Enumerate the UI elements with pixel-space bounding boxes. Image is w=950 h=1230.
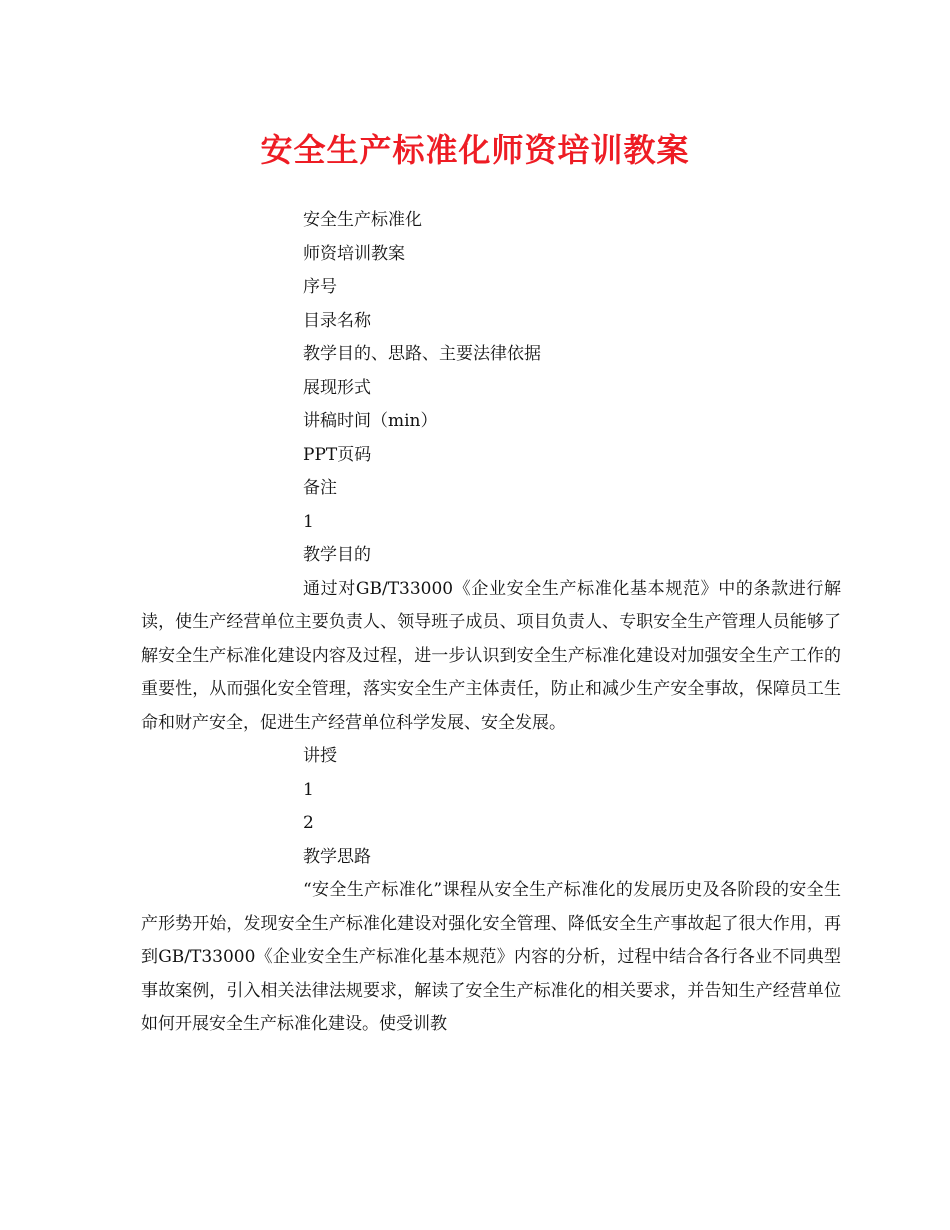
text-line: 1 (303, 511, 314, 532)
section-heading-objective: 教学目的 (303, 545, 371, 565)
text-line: 讲授 (303, 746, 337, 766)
paragraph-objective: 通过对GB/T33000《企业安全生产标准化基本规范》中的条款进行解读，使生产经营单位主要负责人、领导班子成员、项目负责人、专职安全生产管理人员能够了解安全生产标准化建设内容及过程，进一步认识到安全生产标准化建设对加强安全生产工作的重要性，从而强化安全管理，落实安全生产主体责任，防止和减少生产安全事故，保障员工生命和财产安全，促进生产经营单位科学发展、安全发展。 (141, 578, 841, 733)
text-line: 2 (303, 813, 314, 833)
text-line: 安全生产标准化 (303, 210, 422, 230)
document-title: 安全生产标准化师资培训教案 (260, 131, 690, 169)
text-line: 备注 (303, 478, 337, 498)
document-body (141, 204, 841, 1042)
text-line: 序号 (303, 277, 337, 297)
text-line: 教学目的、思路、主要法律依据 (303, 344, 541, 364)
section-heading-approach: 教学思路 (303, 846, 371, 867)
text-line: 1 (303, 779, 314, 800)
text-line: 师资培训教案 (303, 243, 405, 264)
text-line: 讲稿时间（min） (303, 411, 438, 431)
text-line: PPT页码 (303, 444, 372, 465)
paragraph-approach: “安全生产标准化”课程从安全生产标准化的发展历史及各阶段的安全生产形势开始，发现安全生产标准化建设对强化安全管理、降低安全生产事故起了很大作用，再到GB/T33000《企业安全生产标准化基本规范》内容的分析，过程中结合各行各业不同典型事故案例，引入相关法律法规要求，解读了安全生产标准化的相关要求，并告知生产经营单位如何开展安全生产标准化建设。使受训教 (141, 880, 841, 1034)
text-line: 展现形式 (303, 377, 371, 398)
text-line: 目录名称 (303, 310, 371, 331)
